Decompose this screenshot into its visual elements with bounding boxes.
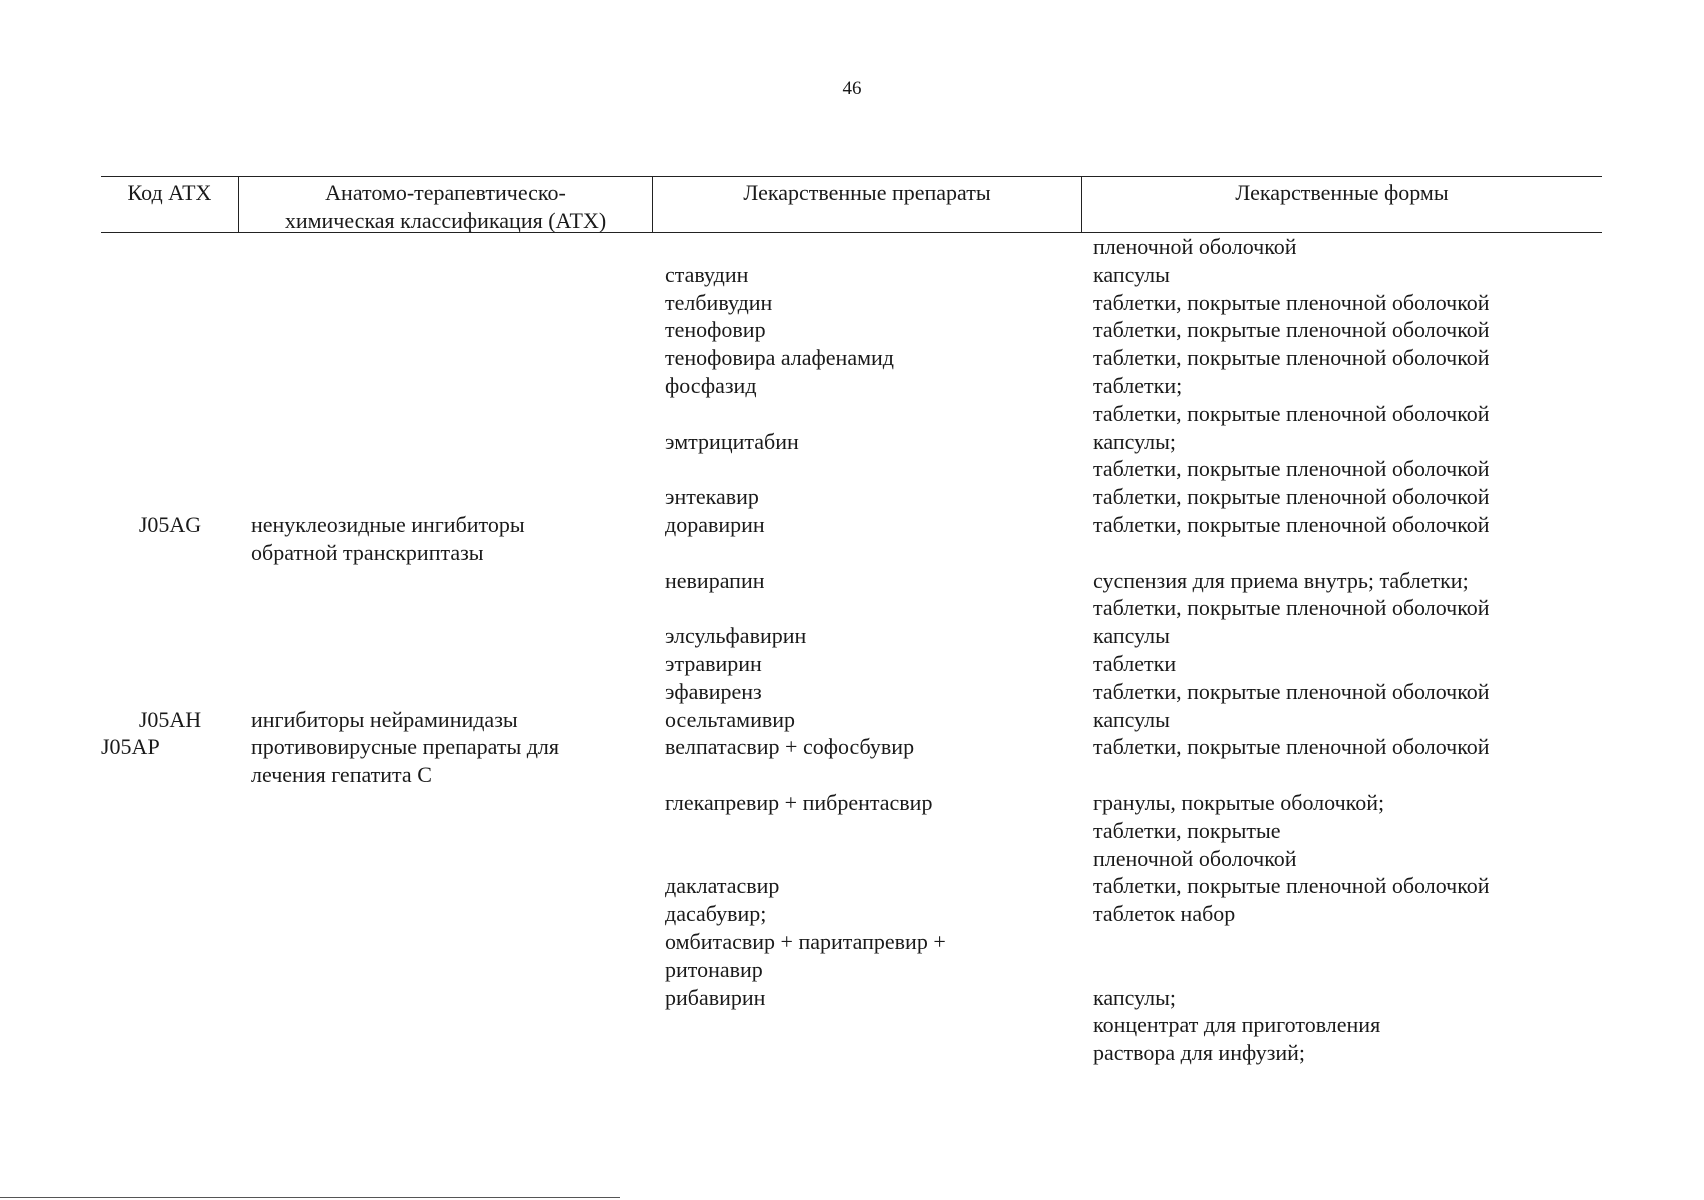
drug-name-cell: этравирин	[665, 650, 762, 676]
atc-code-cell	[101, 289, 239, 317]
drug-name-cell: осельтамивир	[665, 706, 796, 732]
table-row	[101, 372, 1602, 400]
drug-name-cell: рибавирин	[665, 984, 766, 1010]
drug-name-cell: глекапревир + пибрентасвир	[665, 789, 933, 815]
table-row	[101, 900, 1602, 928]
drug-name-cell: фосфазид	[665, 372, 757, 398]
atc-class-cell	[239, 984, 653, 1012]
atc-code-cell	[101, 872, 239, 900]
table-row	[101, 233, 1602, 261]
drug-name-cell	[653, 400, 1082, 428]
atc-code-cell	[101, 789, 239, 817]
dosage-form-cell: суспензия для приема внутрь; таблетки;	[1093, 567, 1469, 593]
table-row	[101, 1039, 1602, 1067]
dosage-form-cell	[1082, 956, 1602, 984]
table-row	[101, 1011, 1602, 1039]
dosage-form-cell: таблетки, покрытые	[1093, 817, 1281, 843]
table-header	[101, 176, 1602, 233]
dosage-form-cell: таблетки, покрытые пленочной оболочкой	[1093, 456, 1490, 482]
table-row	[101, 344, 1602, 372]
table-row	[101, 483, 1602, 511]
table-row	[101, 706, 1602, 734]
atc-code-cell	[101, 817, 239, 845]
drug-name-cell: омбитасвир + паритапревир +	[665, 928, 946, 954]
drug-name-cell: ставудин	[665, 261, 749, 287]
atc-code-cell	[101, 428, 239, 456]
drug-name-cell	[653, 1011, 1082, 1039]
atc-class-cell	[239, 1011, 653, 1039]
atc-class-cell	[239, 400, 653, 428]
atc-code-cell	[101, 539, 239, 567]
dosage-form-cell: раствора для инфузий;	[1093, 1040, 1306, 1066]
atc-code-cell	[101, 650, 239, 678]
dosage-form-cell: пленочной оболочкой	[1093, 234, 1297, 259]
drug-name-cell: телбивудин	[665, 289, 773, 315]
atc-code-cell	[101, 261, 239, 289]
atc-code-cell	[101, 622, 239, 650]
header-atc-code: Код АТХ	[101, 177, 239, 232]
drug-name-cell: эфавиренз	[665, 678, 762, 704]
table-row	[101, 650, 1602, 678]
atc-class-cell: обратной транскриптазы	[251, 539, 484, 565]
dosage-form-cell: таблеток набор	[1093, 901, 1236, 927]
dosage-form-cell: гранулы, покрытые оболочкой;	[1093, 789, 1385, 815]
table-row	[101, 817, 1602, 845]
drug-name-cell: невирапин	[665, 567, 765, 593]
dosage-form-cell: пленочной оболочкой	[1093, 845, 1297, 871]
atc-code-cell	[101, 1039, 239, 1067]
atc-class-cell: лечения гепатита С	[251, 762, 432, 788]
atc-class-cell	[239, 900, 653, 928]
dosage-form-cell: таблетки, покрытые пленочной оболочкой	[1093, 734, 1490, 760]
table-row	[101, 928, 1602, 956]
drug-name-cell	[653, 845, 1082, 873]
atc-code-cell	[101, 984, 239, 1012]
drug-name-cell: энтекавир	[665, 484, 759, 510]
atc-code-cell	[101, 845, 239, 873]
drug-name-cell: ритонавир	[665, 956, 763, 982]
atc-class-cell	[239, 233, 653, 261]
dosage-form-cell: таблетки, покрытые пленочной оболочкой	[1093, 873, 1490, 899]
atc-code-cell: J05AP	[101, 734, 160, 760]
drug-name-cell: даклатасвир	[665, 873, 780, 899]
table-row	[101, 539, 1602, 567]
atc-class-cell	[239, 316, 653, 344]
table-row	[101, 678, 1602, 706]
atc-class-cell	[239, 289, 653, 317]
dosage-form-cell	[1082, 539, 1602, 567]
atc-class-cell: ингибиторы нейраминидазы	[251, 706, 518, 732]
atc-class-cell	[239, 428, 653, 456]
dosage-form-cell: таблетки, покрытые пленочной оболочкой	[1093, 678, 1490, 704]
drug-name-cell	[653, 455, 1082, 483]
dosage-form-cell: капсулы;	[1093, 984, 1176, 1010]
table-row	[101, 289, 1602, 317]
header-atc-classification: Анатомо-терапевтическо- химическая классификация (АТХ)	[239, 177, 653, 232]
atc-code-cell	[101, 594, 239, 622]
dosage-form-cell: капсулы;	[1093, 428, 1176, 454]
dosage-form-cell: таблетки, покрытые пленочной оболочкой	[1093, 484, 1490, 510]
dosage-form-cell: капсулы	[1093, 623, 1170, 649]
atc-class-cell	[239, 594, 653, 622]
header-dosage-forms: Лекарственные формы	[1235, 180, 1449, 205]
dosage-form-cell: таблетки, покрытые пленочной оболочкой	[1093, 317, 1490, 343]
dosage-form-cell: таблетки;	[1093, 372, 1183, 398]
atc-class-cell	[239, 678, 653, 706]
drug-name-cell: элсульфавирин	[665, 623, 807, 649]
atc-code-cell	[101, 372, 239, 400]
dosage-form-cell: капсулы	[1093, 261, 1170, 287]
drug-name-cell: дасабувир;	[665, 901, 767, 927]
dosage-form-cell: таблетки, покрытые пленочной оболочкой	[1093, 289, 1490, 315]
atc-class-cell: противовирусные препараты для	[251, 734, 560, 760]
atc-code-cell: J05AG	[138, 511, 202, 537]
dosage-form-cell	[1082, 928, 1602, 956]
atc-class-cell	[239, 372, 653, 400]
atc-class-cell	[239, 261, 653, 289]
dosage-form-cell: таблетки, покрытые пленочной оболочкой	[1093, 345, 1490, 371]
atc-class-cell	[239, 455, 653, 483]
table-body	[101, 233, 1602, 1067]
atc-class-cell: ненуклеозидные ингибиторы	[251, 511, 525, 537]
table-row	[101, 261, 1602, 289]
dosage-form-cell: концентрат для приготовления	[1093, 1012, 1381, 1038]
page-number: 46	[842, 78, 862, 99]
table-row	[101, 594, 1602, 622]
atc-class-cell	[239, 928, 653, 956]
atc-class-cell	[239, 817, 653, 845]
atc-code-cell	[101, 316, 239, 344]
dosage-form-cell: таблетки, покрытые пленочной оболочкой	[1093, 400, 1490, 426]
atc-code-cell	[101, 344, 239, 372]
drug-name-cell	[653, 817, 1082, 845]
table-row	[101, 400, 1602, 428]
table-row	[101, 733, 1602, 761]
atc-class-cell	[239, 567, 653, 595]
drug-name-cell: эмтрицитабин	[665, 428, 799, 454]
drug-name-cell: тенофовира алафенамид	[665, 345, 894, 371]
bottom-rule	[0, 1197, 620, 1198]
atc-code-cell	[101, 928, 239, 956]
atc-class-cell	[239, 344, 653, 372]
atc-code-cell	[101, 400, 239, 428]
drug-name-cell	[653, 761, 1082, 789]
atc-code-cell	[101, 761, 239, 789]
table-row	[101, 789, 1602, 817]
table-row	[101, 567, 1602, 595]
table-row	[101, 761, 1602, 789]
atc-code-cell	[101, 1011, 239, 1039]
atc-class-cell	[239, 650, 653, 678]
drug-name-cell: доравирин	[665, 511, 765, 537]
atc-code-cell: J05AH	[138, 706, 202, 732]
header-drugs: Лекарственные препараты	[653, 177, 1082, 232]
atc-class-cell	[239, 789, 653, 817]
table-row	[101, 956, 1602, 984]
atc-code-cell	[101, 678, 239, 706]
atc-class-cell	[239, 1039, 653, 1067]
drug-name-cell	[653, 594, 1082, 622]
drug-name-cell	[653, 233, 1082, 261]
atc-code-cell	[101, 900, 239, 928]
atc-class-cell	[239, 622, 653, 650]
atc-class-cell	[239, 956, 653, 984]
atc-code-cell	[101, 233, 239, 261]
atc-class-cell	[239, 845, 653, 873]
atc-class-cell	[239, 872, 653, 900]
drug-table	[101, 176, 1602, 1067]
dosage-form-cell: таблетки	[1093, 650, 1177, 676]
table-row	[101, 622, 1602, 650]
table-row	[101, 455, 1602, 483]
drug-name-cell	[653, 539, 1082, 567]
drug-name-cell: тенофовир	[665, 317, 766, 343]
atc-code-cell	[101, 483, 239, 511]
atc-code-cell	[101, 956, 239, 984]
atc-class-cell	[239, 483, 653, 511]
drug-name-cell: велпатасвир + софосбувир	[665, 734, 915, 760]
drug-name-cell	[653, 1039, 1082, 1067]
atc-code-cell	[101, 567, 239, 595]
table-row	[101, 845, 1602, 873]
table-row	[101, 984, 1602, 1012]
atc-code-cell	[101, 455, 239, 483]
dosage-form-cell: таблетки, покрытые пленочной оболочкой	[1093, 595, 1490, 621]
table-row	[101, 511, 1602, 539]
table-row	[101, 872, 1602, 900]
table-row	[101, 316, 1602, 344]
dosage-form-cell: капсулы	[1093, 706, 1170, 732]
table-row	[101, 428, 1602, 456]
dosage-form-cell	[1082, 761, 1602, 789]
dosage-form-cell: таблетки, покрытые пленочной оболочкой	[1093, 511, 1490, 537]
